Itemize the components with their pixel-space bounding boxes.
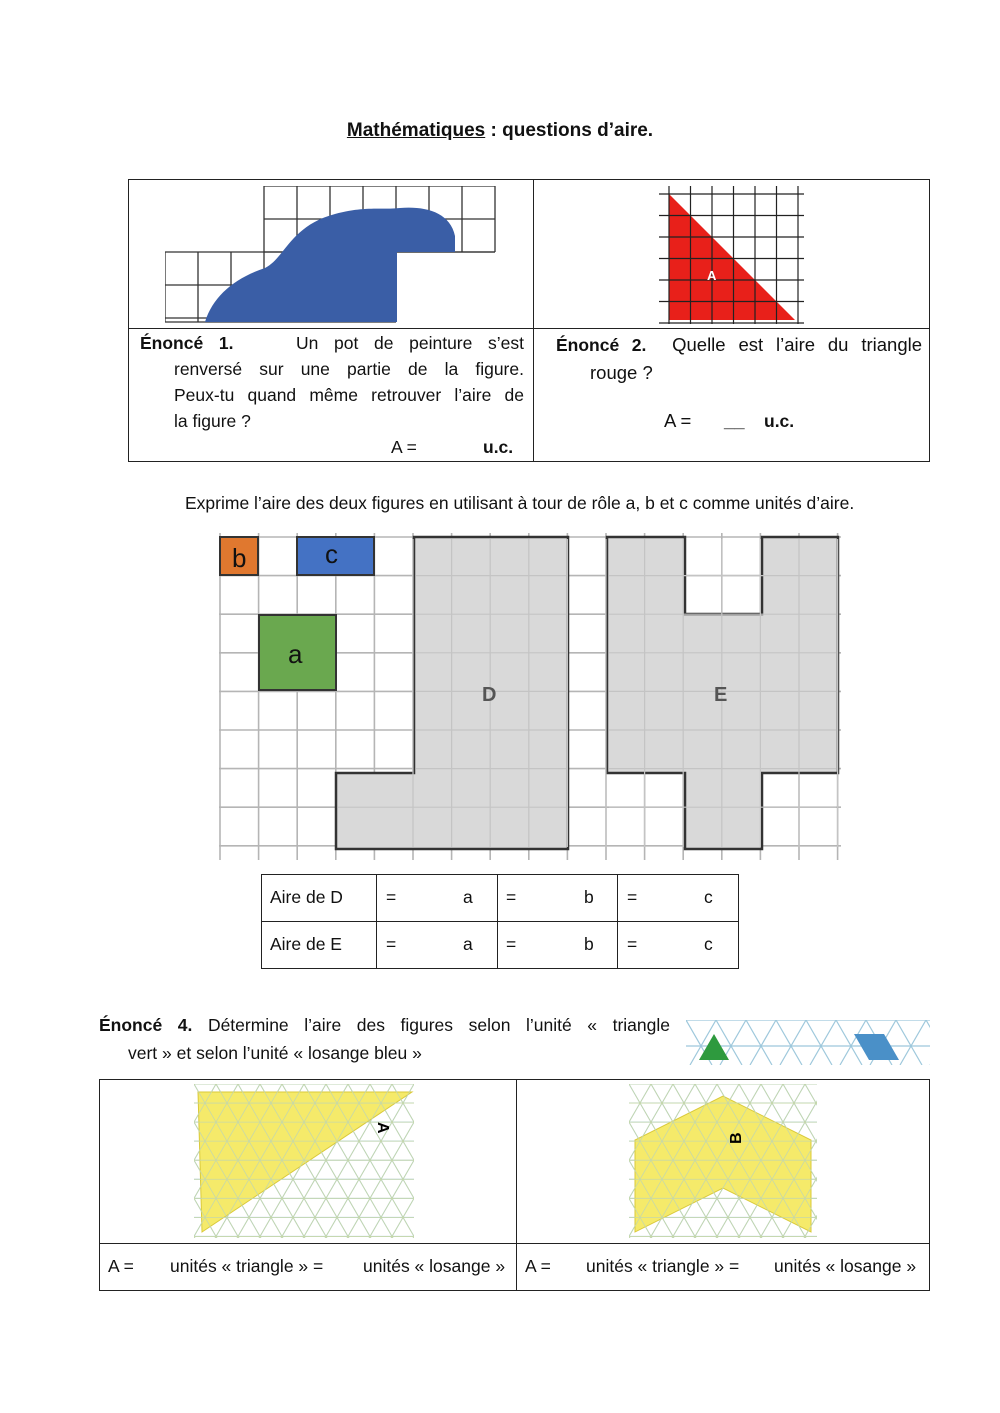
unit-c-label: c	[325, 539, 338, 569]
exercise-4-table	[99, 1079, 930, 1291]
answer-b	[525, 1256, 917, 1277]
unit-shapes-strip	[686, 1020, 930, 1065]
enonce-1-label: Énoncé 1.	[140, 333, 234, 353]
enonce-2-label: Énoncé 2.	[556, 335, 647, 355]
enonce-1-text	[140, 330, 524, 460]
answer-1-unit: u.c.	[483, 437, 514, 457]
answer-rhombus-units: unités « losange »	[774, 1256, 917, 1276]
area-answer-table	[261, 874, 739, 969]
unit-cell: a	[463, 934, 473, 954]
exercise-1-2-table	[128, 179, 930, 462]
title-subject: Mathématiques	[346, 120, 486, 141]
exercise-3-instruction: Exprime l’aire des deux figures en utilisant à tour de rôle a, b et c comme unités d’aire.	[185, 493, 855, 513]
enonce-2-line: Quelle est l’aire du triangle	[672, 334, 923, 355]
enonce-1-line: Peux-tu quand même retrouver l’aire de	[174, 385, 524, 405]
table-divider	[129, 328, 929, 329]
yellow-chevron	[635, 1096, 811, 1232]
row-label: Aire de E	[270, 934, 342, 954]
answer-a	[108, 1256, 506, 1277]
enonce-4-line: Détermine l’aire des figures selon l’unité « triangle	[207, 1015, 670, 1035]
equals-sign: =	[627, 934, 638, 954]
enonce-2-text	[556, 331, 922, 441]
figure-b-chevron	[629, 1084, 817, 1238]
unit-cell: a	[463, 887, 473, 907]
answer-triangle-units: unités « triangle » =	[170, 1256, 324, 1276]
title-rest: : questions d’aire.	[485, 120, 654, 141]
table-row	[262, 875, 738, 922]
paint-blob	[205, 208, 455, 322]
enonce-4-label: Énoncé 4.	[99, 1015, 193, 1035]
answer-2-prefix: A =	[664, 410, 692, 431]
unit-cell: c	[704, 887, 713, 907]
answer-prefix: A =	[525, 1256, 551, 1276]
shape-e-label: E	[714, 684, 728, 706]
page-title	[0, 120, 1000, 142]
enonce-1-line: Un pot de peinture s’est	[296, 333, 524, 353]
equals-sign: =	[506, 887, 517, 907]
answer-1-prefix: A =	[391, 437, 417, 457]
table-divider	[100, 1243, 929, 1244]
unit-a-label: a	[288, 639, 303, 669]
answer-2-blank: __	[724, 410, 745, 431]
grid-line	[391, 1084, 414, 1238]
unit-cell: c	[704, 934, 713, 954]
table-divider	[516, 1080, 517, 1290]
shape-d-label: D	[482, 684, 497, 706]
grid-line	[392, 1084, 414, 1238]
triangle-label: A	[707, 268, 717, 283]
area-grid-figure	[219, 533, 841, 860]
equals-sign: =	[386, 934, 397, 954]
enonce-1-line: renversé sur une partie de la figure.	[174, 359, 524, 379]
table-row	[262, 922, 738, 969]
equals-sign: =	[386, 887, 397, 907]
answer-prefix: A =	[108, 1256, 134, 1276]
answer-triangle-units: unités « triangle » =	[586, 1256, 740, 1276]
unit-b-label: b	[232, 543, 247, 573]
enonce-2-line: rouge ?	[590, 362, 653, 383]
paint-spill-figure	[165, 186, 505, 326]
table-divider	[533, 180, 534, 461]
answer-2-unit: u.c.	[764, 411, 795, 431]
enonce-1-line: la figure ?	[174, 411, 251, 431]
red-triangle-figure	[659, 186, 804, 324]
enonce-4-text	[99, 1011, 670, 1067]
row-label: Aire de D	[270, 887, 343, 907]
figure-a-label: A	[374, 1122, 391, 1134]
unit-cell: b	[584, 887, 594, 907]
grid-line	[391, 1084, 414, 1238]
answer-rhombus-units: unités « losange »	[363, 1256, 506, 1276]
figure-b-label: B	[728, 1132, 745, 1144]
figure-a-triangle	[194, 1084, 414, 1238]
enonce-4-line: vert » et selon l’unité « losange bleu »	[128, 1043, 422, 1063]
grid-line	[392, 1084, 414, 1238]
equals-sign: =	[506, 934, 517, 954]
equals-sign: =	[627, 887, 638, 907]
unit-cell: b	[584, 934, 594, 954]
